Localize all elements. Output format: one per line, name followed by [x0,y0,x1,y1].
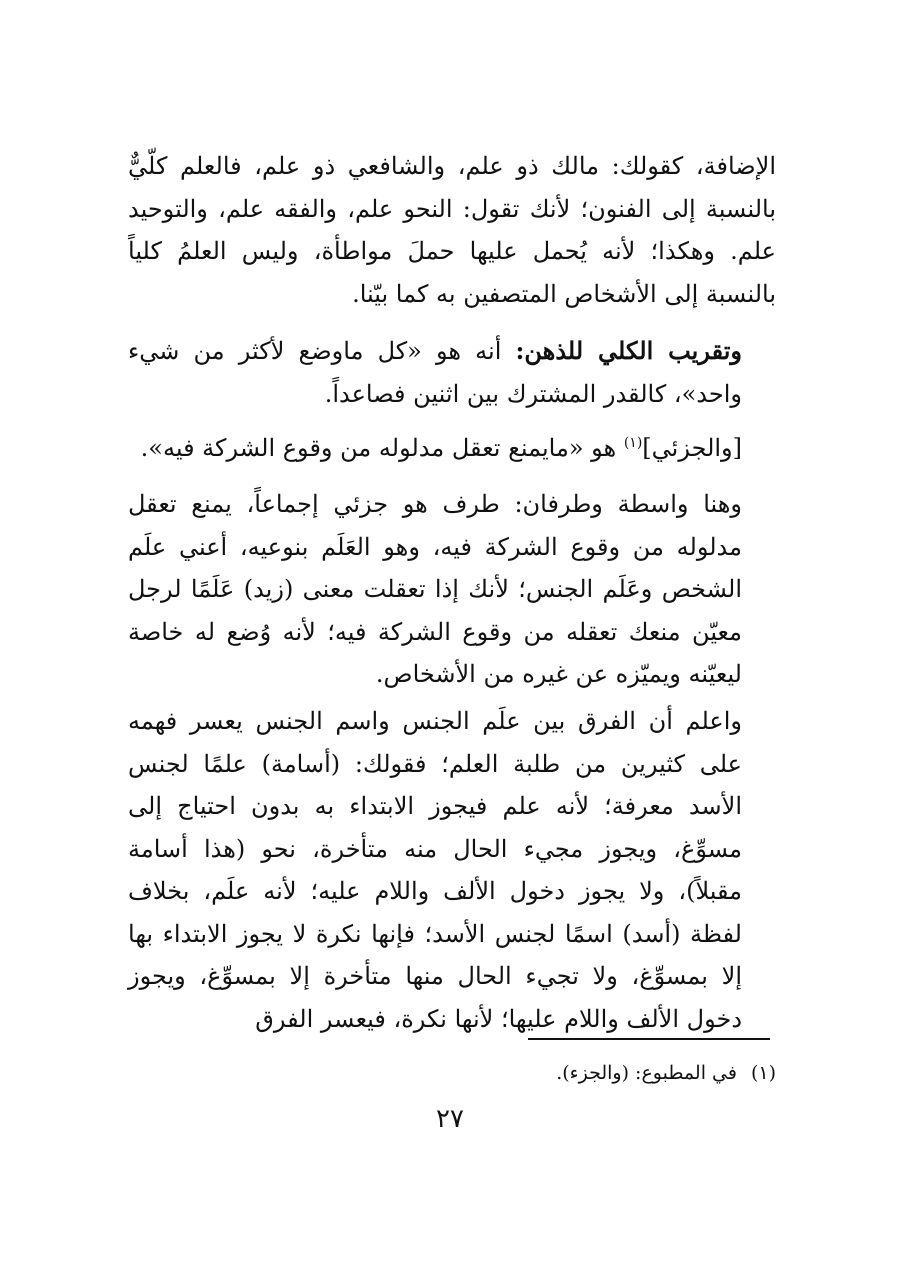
paragraph-wasita: وهنا واسطة وطرفان: طرف هو جزئي إجماعاً، يمنع تعقل مدلوله من وقوع الشركة فيه، وهو العَلَم بنوعيه، أعني علَم الشخص وعَلَم الجنس؛ لأنك إذا تعقلت معنى (زيد) عَلَمًا لرجل معيّن منعك تعقله من وقوع الشركة فيه؛ لأنه وُضع له خاصة ليعيّنه ويميّزه عن غيره من الأشخاص. [128,490,742,688]
footnote-number: (١) [750,1062,776,1084]
footnote-text: في المطبوع: (والجزء). [556,1062,737,1084]
kulli-body: أنه هو «كل ماوضع لأكثر من شيء واحد»، كالقدر المشترك بين اثنين فصاعداً. [128,337,742,408]
kulli-heading: وتقريب الكلي للذهن: [515,336,742,365]
paragraph-kulli-definition [128,330,776,415]
footnote-divider [528,1038,770,1040]
page-number: ٢٧ [436,1104,464,1134]
paragraph-alam-jins: واعلم أن الفرق بين علَم الجنس واسم الجنس يعسر فهمه على كثيرين من طلبة العلم؛ فقولك: (أسامة) علمًا لجنس الأسد معرفة؛ لأنه علم فيجوز الابتداء به بدون احتياج إلى مسوِّغ، ويجوز مجيء الحال منه متأخرة، نحو (هذا أسامة مقبلاً)، ولا يجوز دخول الألف واللام عليه؛ لأنه علَم، بخلاف لفظة (أسد) اسمًا لجنس الأسد؛ فإنها نكرة لا يجوز الابتداء بها إلا بمسوِّغ، ولا تجيء الحال منها متأخرة إلا بمسوِّغ، ويجوز دخول الألف واللام عليها؛ لأنها نكرة، فيعسر الفرق [128,707,742,1033]
footnote-reference: (١) [623,435,643,451]
paragraph-juzi-definition [128,427,776,470]
juzi-term: [والجزئي] [642,434,742,462]
footnote [400,1058,776,1088]
paragraph-idafa: الإضافة، كقولك: مالك ذو علم، والشافعي ذو علم، فالعلم كلّيٌّ بالنسبة إلى الفنون؛ لأنك تقول: النحو علم، والفقه علم، والتوحيد علم. وهكذا؛ لأنه يُحمل عليها حملَ مواطأة، وليس العلمُ كلياً بالنسبة إلى الأشخاص المتصفين به كما بيّنا. [128,152,776,308]
juzi-body: هو «مايمنع تعقل مدلوله من وقوع الشركة فيه». [140,434,624,462]
